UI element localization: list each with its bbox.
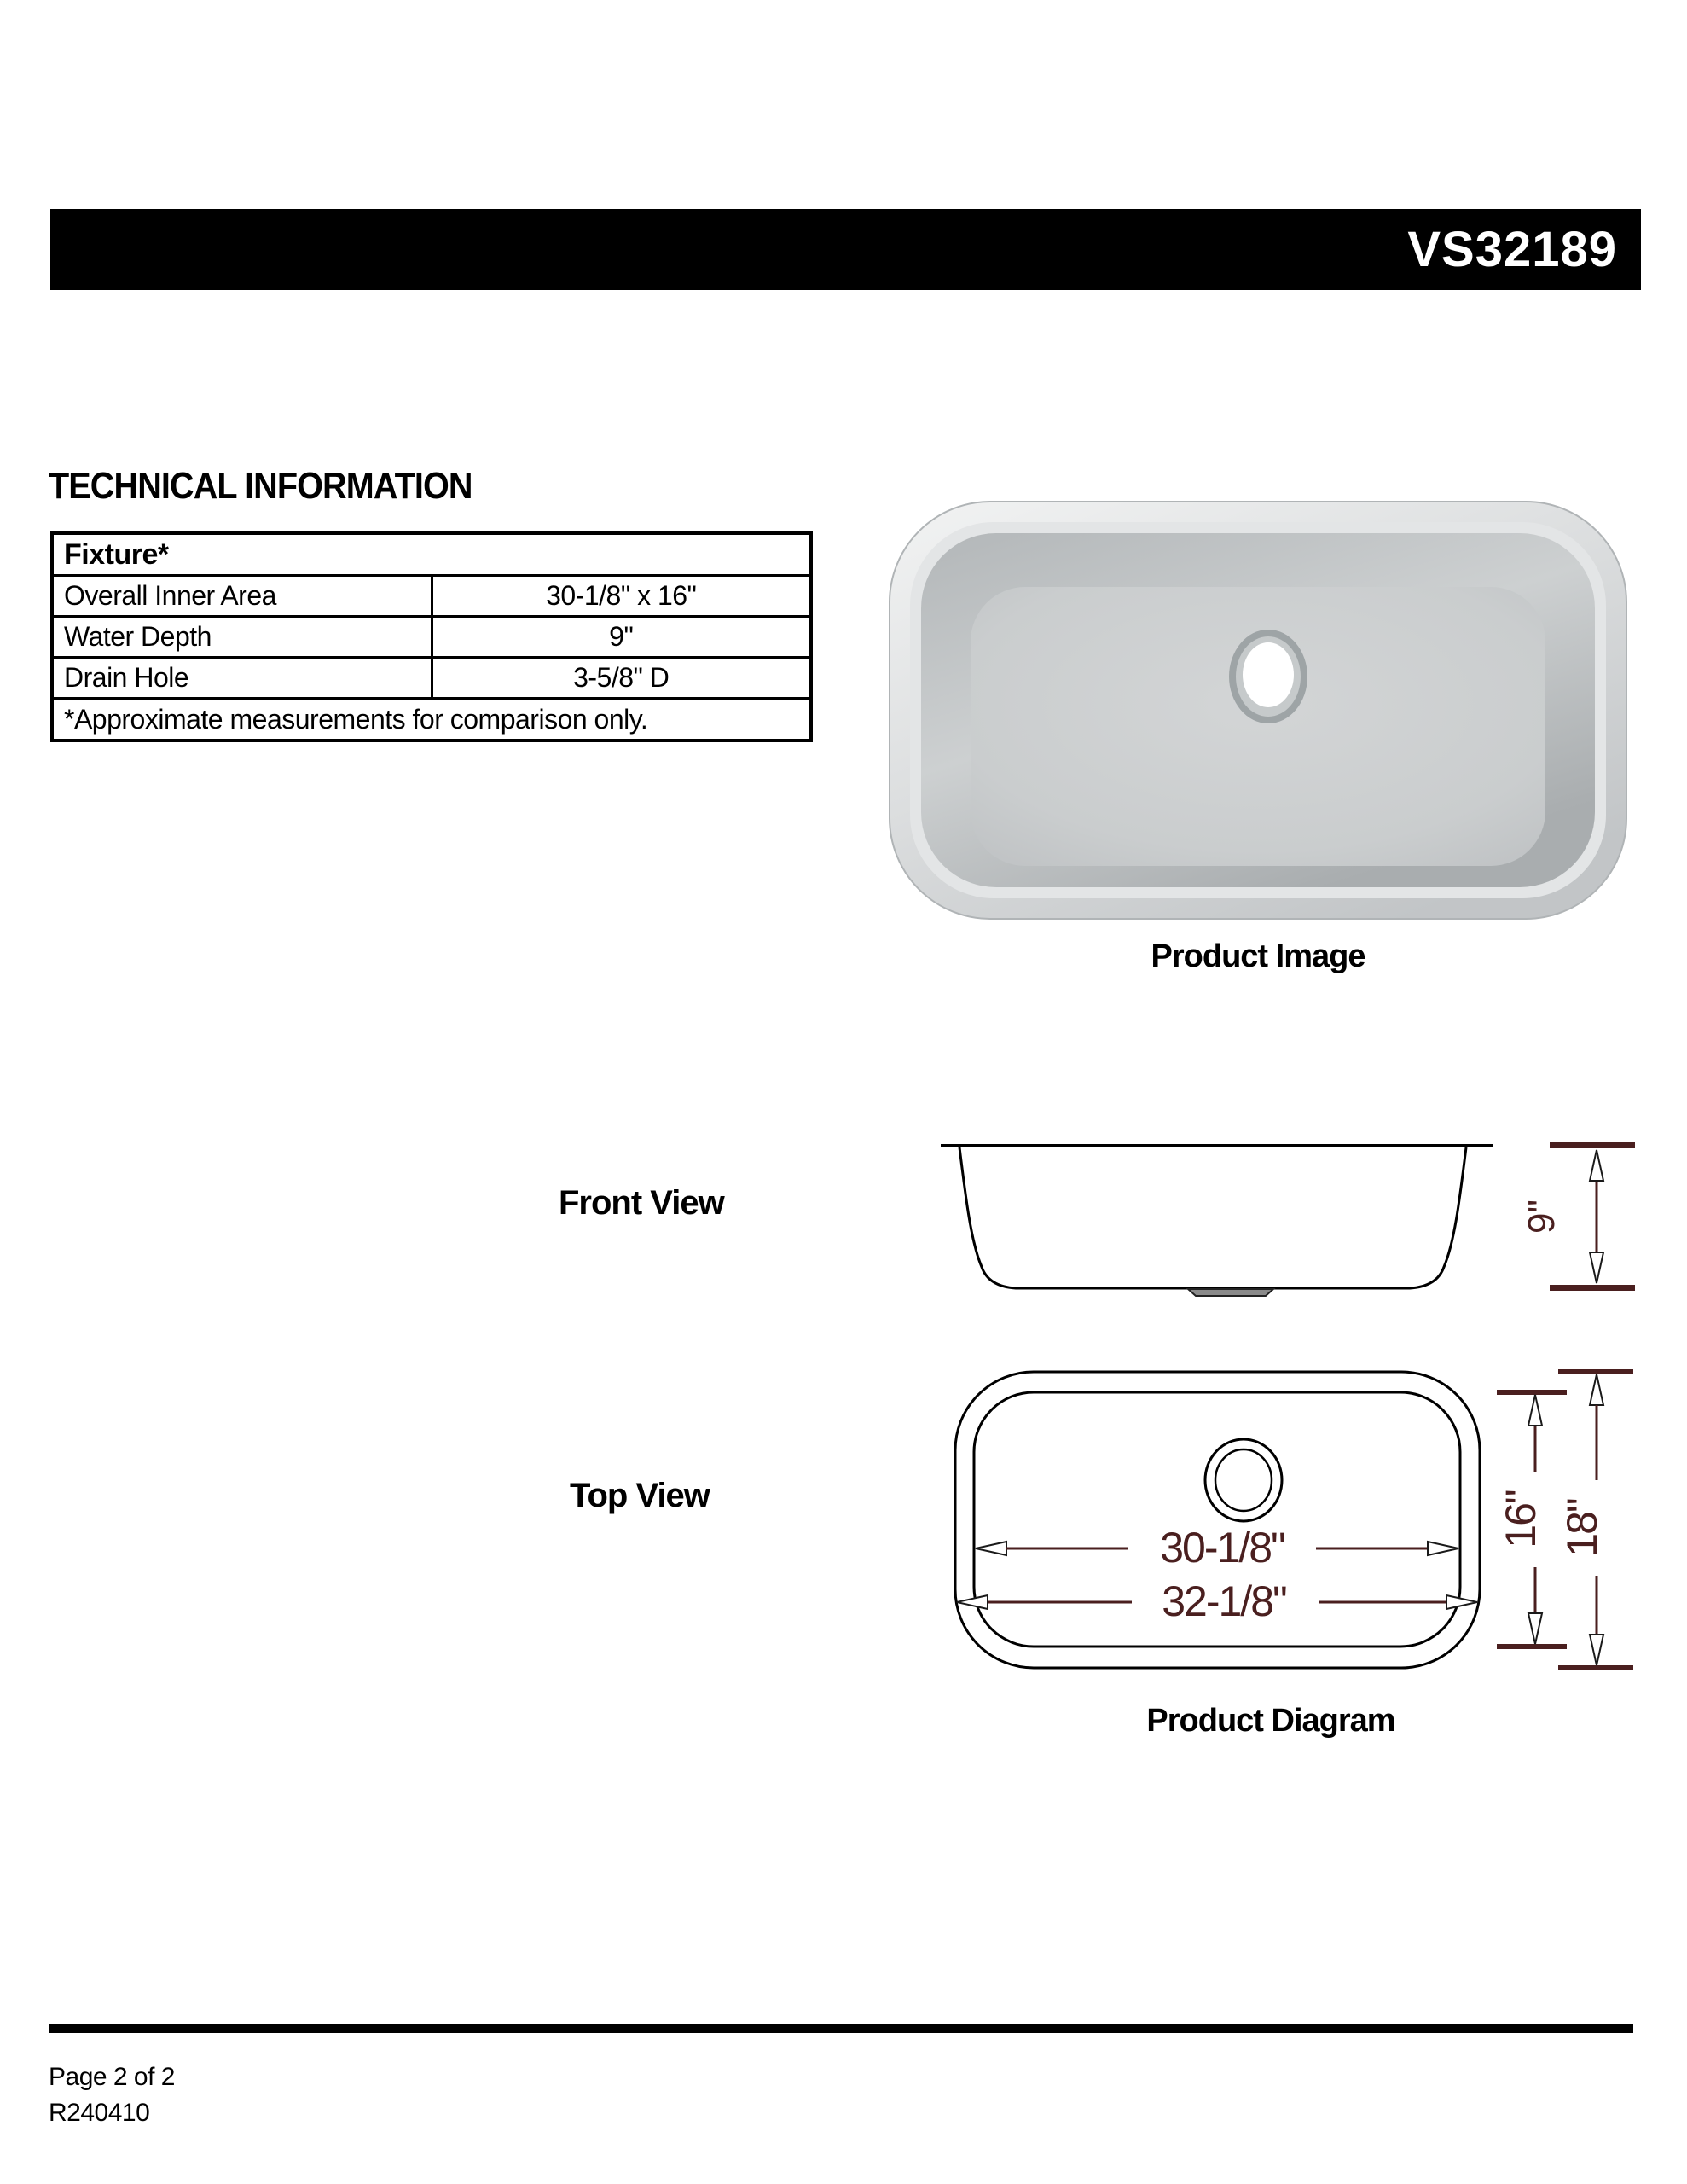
product-diagram-caption: Product Diagram	[1146, 1703, 1395, 1739]
dim-tick-top	[1550, 1142, 1635, 1148]
arrow-down	[1590, 1635, 1603, 1665]
row-label: Drain Hole	[52, 658, 432, 699]
table-row	[52, 658, 811, 699]
product-photo	[887, 499, 1629, 921]
dim-label-16: 16"	[1497, 1490, 1545, 1548]
table-header-cell: Fixture*	[52, 533, 811, 576]
row-label: Overall Inner Area	[52, 576, 432, 617]
dim-tick	[1497, 1644, 1567, 1649]
table-row	[52, 617, 811, 658]
table-row	[52, 576, 811, 617]
table-footnote-row	[52, 699, 811, 741]
top-drain-inner	[1215, 1449, 1272, 1511]
table-footnote: *Approximate measurements for comparison only.	[52, 699, 811, 741]
dim-tick	[1558, 1665, 1633, 1670]
model-number: VS32189	[1407, 222, 1617, 277]
section-title: TECHNICAL INFORMATION	[49, 465, 472, 507]
model-header-bar	[50, 209, 1641, 290]
row-label: Water Depth	[52, 617, 432, 658]
footer-rule	[49, 2024, 1633, 2033]
technical-info-table	[50, 531, 813, 742]
arrow-down	[1528, 1613, 1542, 1644]
sink-bowl-floor	[971, 587, 1545, 866]
front-basin-outline	[959, 1147, 1466, 1288]
front-drain-bump	[1188, 1289, 1273, 1296]
top-view-label: Top View	[570, 1477, 710, 1514]
arrow-down	[1590, 1252, 1603, 1283]
footer-revision: R240410	[49, 2099, 150, 2127]
dim-label-30: 30-1/8"	[1160, 1524, 1284, 1571]
table-header-row	[52, 533, 811, 576]
front-view-drawing	[934, 1130, 1642, 1310]
top-view-drawing	[934, 1352, 1642, 1702]
row-value: 9"	[432, 617, 811, 658]
product-image-caption: Product Image	[1151, 938, 1365, 974]
drain-opening	[1243, 642, 1294, 707]
dim-label-32: 32-1/8"	[1162, 1577, 1286, 1625]
arrow-up	[1528, 1395, 1542, 1426]
dim-tick-bottom	[1550, 1285, 1635, 1291]
dim-tick	[1558, 1369, 1633, 1374]
dim-label-9in: 9"	[1521, 1199, 1562, 1234]
row-value: 3-5/8" D	[432, 658, 811, 699]
arrow-up	[1590, 1374, 1603, 1405]
dim-label-18: 18"	[1558, 1499, 1606, 1557]
footer-page-number: Page 2 of 2	[49, 2063, 175, 2091]
row-value: 30-1/8" x 16"	[432, 576, 811, 617]
front-view-label: Front View	[559, 1184, 724, 1222]
dim-tick	[1497, 1390, 1567, 1395]
arrow-up	[1590, 1150, 1603, 1181]
